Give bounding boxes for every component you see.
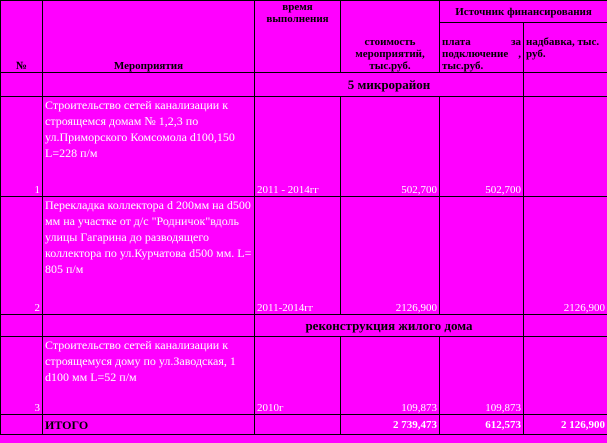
row-desc: Строительство сетей канализации к строящемся домам № 1,2,3 по ул.Приморского Комсомола d100,150 L=228 п/м	[43, 97, 255, 197]
table-row	[1, 197, 607, 315]
table-row	[1, 337, 607, 415]
section-empty-cell	[524, 315, 607, 337]
row-fee	[440, 197, 524, 315]
row-time: 2010г	[255, 337, 341, 415]
header-surcharge: надбавка, тыс. руб.	[524, 23, 607, 73]
section-row	[1, 73, 607, 97]
total-surcharge: 2 126,900	[524, 415, 607, 435]
header-sources: Источник финансирования	[440, 1, 607, 23]
row-fee: 109,873	[440, 337, 524, 415]
total-time-cell	[255, 415, 341, 435]
total-num-cell	[1, 415, 43, 435]
row-time: 2011 - 2014гг	[255, 97, 341, 197]
row-surcharge	[524, 337, 607, 415]
row-num: 1	[1, 97, 43, 197]
row-surcharge: 2126,900	[524, 197, 607, 315]
header-cost: стоимость мероприятий, тыс.руб.	[341, 1, 440, 73]
row-cost: 502,700	[341, 97, 440, 197]
total-fee: 612,573	[440, 415, 524, 435]
section-row	[1, 315, 607, 337]
row-cost: 109,873	[341, 337, 440, 415]
header-num: №	[1, 1, 43, 73]
header-row-top	[1, 1, 607, 23]
row-desc: Перекладка коллектора d 200мм на d500 мм на участке от д/с "Родничок"вдоль улицы Гагарина до разводящего коллектора по ул.Курчатова d500 мм. L= 805 п/м	[43, 197, 255, 315]
row-cost: 2126,900	[341, 197, 440, 315]
header-time: время выполнения	[255, 1, 341, 73]
row-time: 2011-2014гг	[255, 197, 341, 315]
section-event-cell	[43, 73, 255, 97]
section-num-cell	[1, 315, 43, 337]
row-num: 3	[1, 337, 43, 415]
header-fee: плата за подключение , тыс.руб.	[440, 23, 524, 73]
section-empty-cell	[524, 73, 607, 97]
row-surcharge	[524, 97, 607, 197]
section-title: 5 микрорайон	[255, 73, 524, 97]
section-num-cell	[1, 73, 43, 97]
section-event-cell	[43, 315, 255, 337]
table-row	[1, 97, 607, 197]
header-event: Мероприятия	[43, 1, 255, 73]
row-fee: 502,700	[440, 97, 524, 197]
total-cost: 2 739,473	[341, 415, 440, 435]
row-desc: Строительство сетей канализации к строящемуся дому по ул.Заводская, 1 d100 мм L=52 п/м	[43, 337, 255, 415]
row-num: 2	[1, 197, 43, 315]
section-title: реконструкция жилого дома	[255, 315, 524, 337]
total-row	[1, 415, 607, 435]
total-label: ИТОГО	[43, 415, 255, 435]
